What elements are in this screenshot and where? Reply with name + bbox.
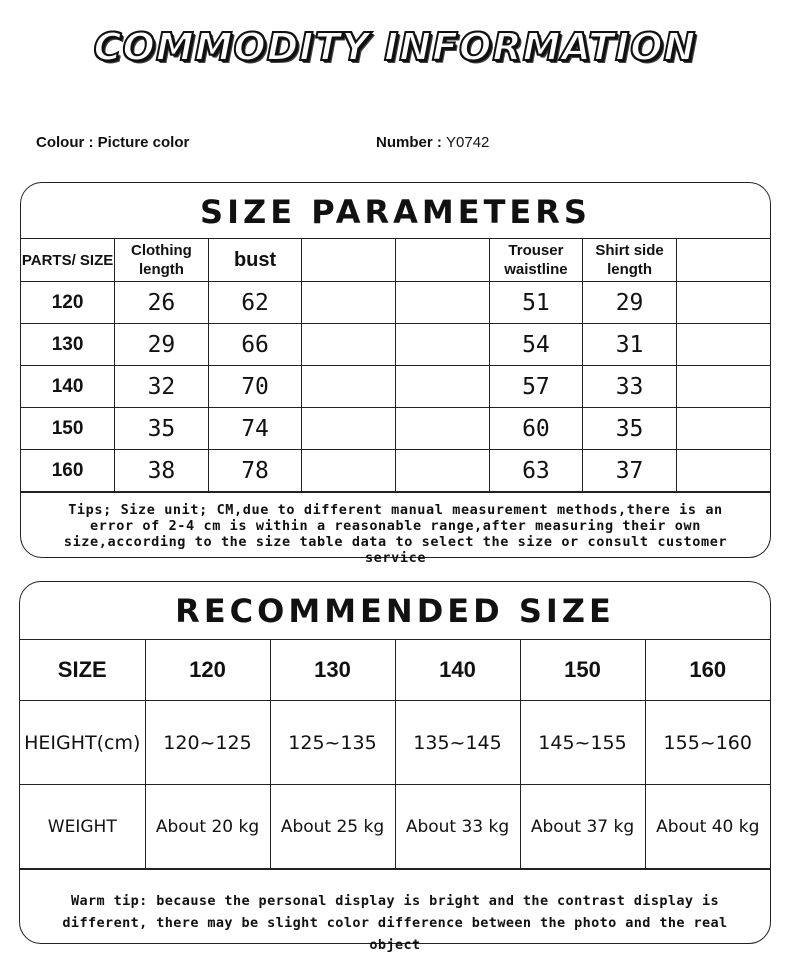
height-cell: 135~145 <box>395 701 520 785</box>
value-cell <box>302 450 396 492</box>
size-cell: 140 <box>21 366 115 408</box>
page-title: COMMODITY INFORMATION <box>93 25 697 69</box>
size-cell: 120 <box>21 282 115 324</box>
height-cell: 120~125 <box>145 701 270 785</box>
height-cell: 145~155 <box>520 701 645 785</box>
table-row <box>21 282 770 324</box>
number-info <box>376 134 489 151</box>
colour-info <box>36 134 189 151</box>
colour-label: Colour : <box>36 134 98 151</box>
value-cell: 51 <box>489 282 583 324</box>
weight-cell: About 25 kg <box>270 785 395 869</box>
size-130: 130 <box>270 640 395 701</box>
size-cell: 130 <box>21 324 115 366</box>
value-cell: 74 <box>208 408 302 450</box>
col-parts-size: PARTS/ SIZE <box>21 239 115 282</box>
value-cell: 54 <box>489 324 583 366</box>
value-cell <box>396 408 490 450</box>
value-cell <box>302 366 396 408</box>
col-trouser-waistline: Trouser waistline <box>489 239 583 282</box>
value-cell: 29 <box>115 324 209 366</box>
table-row <box>21 408 770 450</box>
size-header-row <box>21 239 770 282</box>
col-bust: bust <box>208 239 302 282</box>
col-clothing-length: Clothing length <box>115 239 209 282</box>
recommended-size-title: RECOMMENDED SIZE <box>20 582 770 640</box>
height-cell: 155~160 <box>645 701 770 785</box>
weight-cell: About 20 kg <box>145 785 270 869</box>
weight-cell: About 37 kg <box>520 785 645 869</box>
size-tips: Tips; Size unit; CM,due to different manual measurement methods,there is an error of 2-4 cm is within a reasonable range,after measuring their own size,according to the size table data to select the size or consult customer service <box>21 492 770 566</box>
recommended-size-table <box>20 640 770 869</box>
rec-weight-row <box>20 785 770 869</box>
height-label: HEIGHT(cm) <box>20 701 145 785</box>
size-parameters-table <box>21 239 770 492</box>
size-parameters-panel <box>20 182 771 566</box>
value-cell: 33 <box>583 366 677 408</box>
value-cell: 78 <box>208 450 302 492</box>
table-row <box>21 366 770 408</box>
size-120: 120 <box>145 640 270 701</box>
table-row <box>21 450 770 492</box>
value-cell: 57 <box>489 366 583 408</box>
table-row <box>21 324 770 366</box>
value-cell: 29 <box>583 282 677 324</box>
value-cell: 63 <box>489 450 583 492</box>
rec-size-row <box>20 640 770 701</box>
value-cell <box>302 324 396 366</box>
col-shirt-side-length: Shirt side length <box>583 239 677 282</box>
value-cell: 70 <box>208 366 302 408</box>
value-cell <box>676 282 770 324</box>
value-cell <box>302 282 396 324</box>
value-cell: 26 <box>115 282 209 324</box>
value-cell: 62 <box>208 282 302 324</box>
value-cell <box>676 366 770 408</box>
value-cell: 66 <box>208 324 302 366</box>
recommended-size-panel <box>19 581 771 953</box>
col-empty-1 <box>302 239 396 282</box>
value-cell <box>396 366 490 408</box>
col-empty-2 <box>396 239 490 282</box>
value-cell <box>676 408 770 450</box>
value-cell: 38 <box>115 450 209 492</box>
weight-label: WEIGHT <box>20 785 145 869</box>
height-cell: 125~135 <box>270 701 395 785</box>
value-cell <box>396 282 490 324</box>
number-label: Number : <box>376 134 447 151</box>
number-value: Y0742 <box>446 134 490 151</box>
value-cell: 32 <box>115 366 209 408</box>
value-cell <box>396 450 490 492</box>
value-cell: 37 <box>583 450 677 492</box>
size-cell: 150 <box>21 408 115 450</box>
value-cell <box>676 450 770 492</box>
value-cell: 35 <box>115 408 209 450</box>
size-parameters-title: SIZE PARAMETERS <box>21 183 770 239</box>
size-cell: 160 <box>21 450 115 492</box>
value-cell: 31 <box>583 324 677 366</box>
colour-value: Picture color <box>97 134 190 151</box>
value-cell <box>302 408 396 450</box>
value-cell <box>396 324 490 366</box>
warm-tip: Warm tip: because the personal display is bright and the contrast display is different, there may be slight color difference between the photo and the real object <box>20 869 770 956</box>
size-label: SIZE <box>20 640 145 701</box>
size-140: 140 <box>395 640 520 701</box>
col-empty-3 <box>676 239 770 282</box>
value-cell: 35 <box>583 408 677 450</box>
value-cell: 60 <box>489 408 583 450</box>
size-160: 160 <box>645 640 770 701</box>
value-cell <box>676 324 770 366</box>
weight-cell: About 40 kg <box>645 785 770 869</box>
rec-height-row <box>20 701 770 785</box>
size-150: 150 <box>520 640 645 701</box>
weight-cell: About 33 kg <box>395 785 520 869</box>
